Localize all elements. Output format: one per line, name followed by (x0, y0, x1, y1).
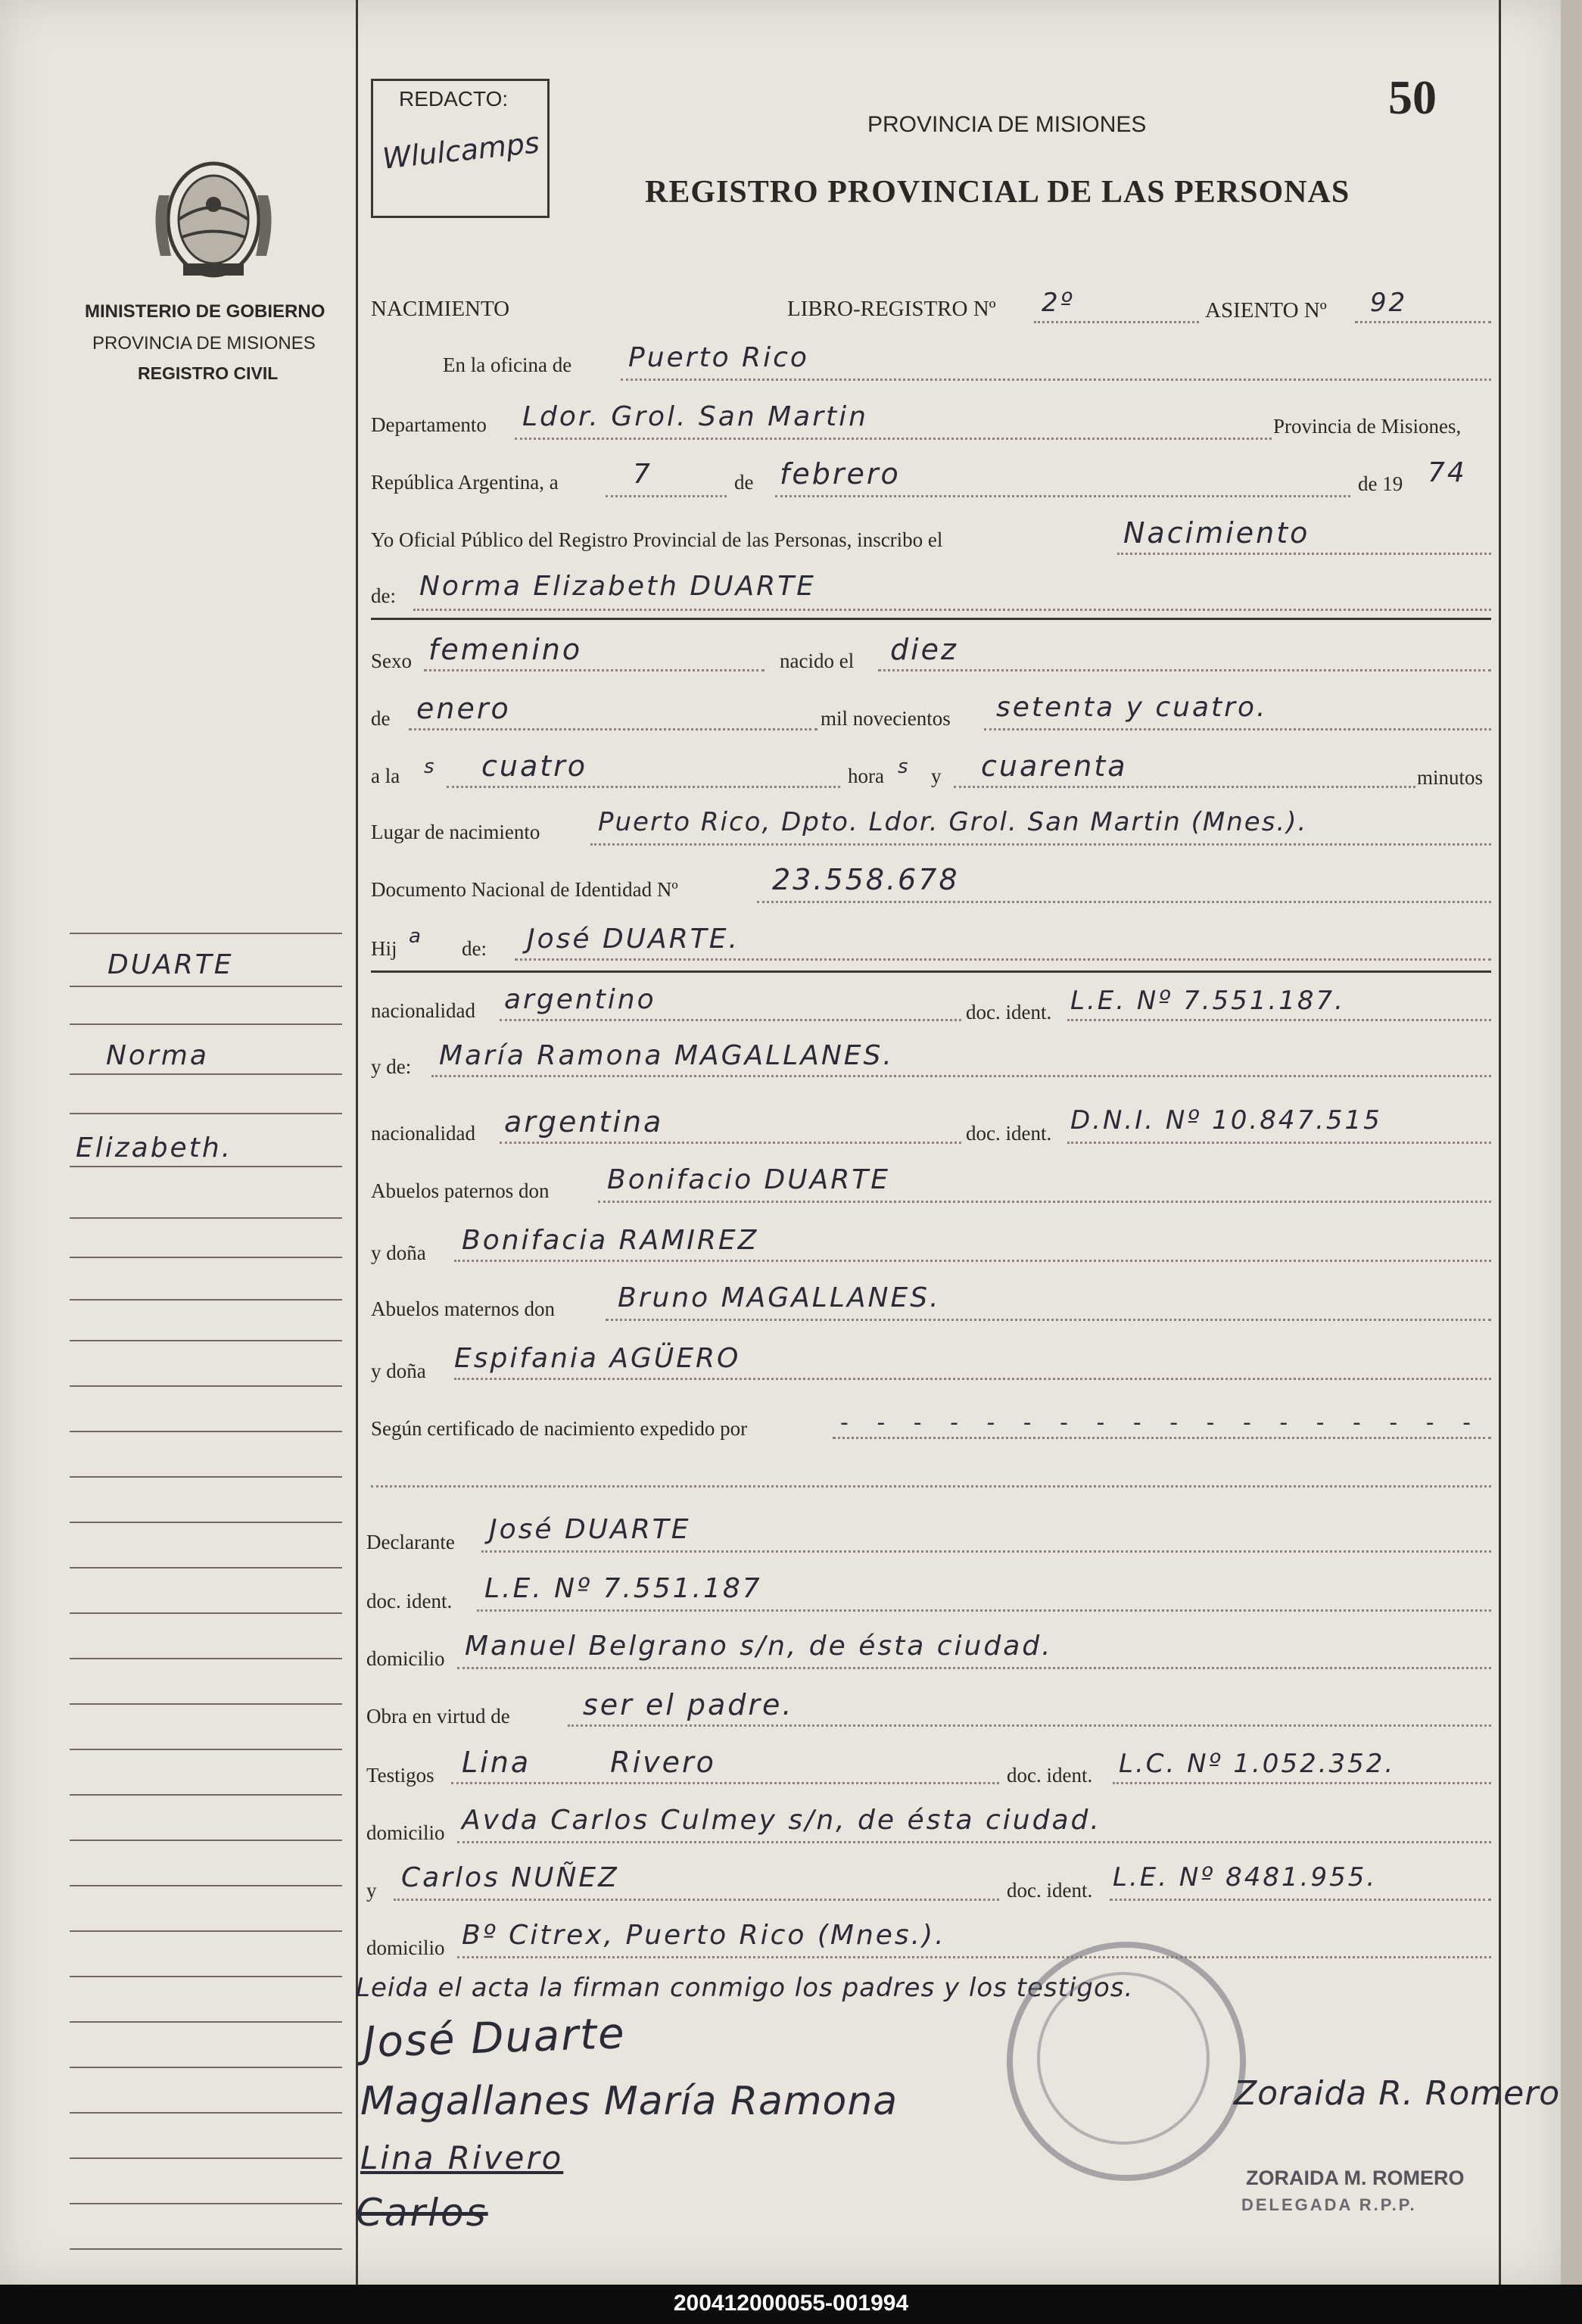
official-text: Yo Oficial Público del Registro Provincial de las Personas, inscribo el (371, 528, 943, 551)
entry-label: ASIENTO Nº (1205, 298, 1327, 322)
day-line (606, 495, 727, 497)
declarant-doc: L.E. Nº 7.551.187 (484, 1573, 762, 1604)
mother-line (431, 1075, 1491, 1077)
signature-mother: Magallanes María Ramona (360, 2079, 898, 2124)
minutes-line (954, 786, 1415, 788)
witness1-doc: L.C. Nº 1.052.352. (1119, 1749, 1396, 1779)
hour-value: cuatro (481, 749, 588, 783)
person-name: Norma Elizabeth DUARTE (419, 571, 816, 602)
father-doc-line (1067, 1019, 1491, 1021)
witness2-doc-label: doc. ident. (1007, 1879, 1093, 1902)
paternal-label: Abuelos paternos don (371, 1179, 550, 1202)
minutes-y-label: y (931, 765, 942, 787)
certificate-line-2 (371, 1485, 1491, 1488)
mother-doc-line (1067, 1142, 1491, 1144)
witness1-doc-label: doc. ident. (1007, 1764, 1093, 1787)
declarant-domicile: Manuel Belgrano s/n, de ésta ciudad. (465, 1631, 1053, 1662)
registry-title: REGISTRO PROVINCIAL DE LAS PERSONAS (645, 175, 1350, 210)
office-value: Puerto Rico (628, 342, 809, 373)
birthplace-line (590, 843, 1491, 846)
page-edge (1561, 0, 1582, 2285)
ministry-label: MINISTERIO DE GOBIERNO (85, 301, 325, 322)
father-nationality-label: nacionalidad (371, 999, 475, 1022)
certificate-line (833, 1437, 1491, 1439)
margin-first-name: Norma (106, 1040, 209, 1071)
witness1-name-line (451, 1782, 999, 1784)
year-prefix: de 19 (1358, 472, 1403, 495)
office-line (621, 379, 1491, 381)
witness2-name-line (394, 1899, 999, 1901)
born-day: diez (890, 633, 959, 666)
image-id: 200412000055-001994 (673, 2291, 909, 2316)
book-value: 2º (1042, 288, 1075, 318)
official-stamp-inner (1037, 1972, 1210, 2145)
hora-suffix: s (898, 755, 911, 778)
birthplace-value: Puerto Rico, Dpto. Ldor. Grol. San Martin (Mnes.). (598, 807, 1308, 837)
witness1-domicile-label: domicilio (366, 1821, 445, 1844)
mother-doc-label: doc. ident. (966, 1122, 1052, 1145)
minutos-label: minutos (1417, 766, 1484, 789)
office-label: En la oficina de (443, 354, 572, 376)
witnesses-label: Testigos (366, 1764, 434, 1787)
certificate-label: Según certificado de nacimiento expedido por (371, 1417, 748, 1440)
born-month-line (409, 728, 817, 731)
book-line (1034, 321, 1199, 323)
margin-middle-name: Elizabeth. (76, 1132, 233, 1164)
name-underline (371, 618, 1491, 620)
person-de-label: de: (371, 584, 396, 607)
declarant-doc-line (477, 1609, 1491, 1612)
province-label: PROVINCIA DE MISIONES (92, 333, 316, 354)
witness2-name: Carlos NUÑEZ (401, 1862, 619, 1893)
republic-label: República Argentina, a (371, 471, 559, 494)
born-month: enero (416, 692, 511, 725)
witness2-y-label: y (366, 1879, 377, 1902)
birthplace-label: Lugar de nacimiento (371, 821, 540, 843)
maternal-dona-line (454, 1378, 1491, 1380)
paternal-don: Bonifacio DUARTE (607, 1164, 890, 1195)
civil-registry-label: REGISTRO CIVIL (138, 363, 279, 383)
witness1-domicile: Avda Carlos Culmey s/n, de ésta ciudad. (462, 1805, 1101, 1836)
father-nationality: argentino (504, 984, 656, 1015)
born-label: nacido el (780, 650, 855, 672)
stamp-name: ZORAIDA M. ROMERO (1246, 2167, 1465, 2189)
redacto-label: REDACTO: (399, 87, 509, 111)
parents-underline (371, 970, 1491, 973)
maternal-dona: Espifania AGÜERO (454, 1343, 741, 1374)
dni-label: Documento Nacional de Identidad Nº (371, 878, 678, 901)
declarant-name: José DUARTE (489, 1514, 691, 1545)
province-suffix: Provincia de Misiones, (1273, 415, 1462, 438)
at-suffix: s (424, 755, 437, 778)
mother-doc: D.N.I. Nº 10.847.515 (1070, 1105, 1382, 1136)
witness2-domicile-line (457, 1956, 1491, 1958)
person-name-line (413, 609, 1491, 611)
left-margin-rule (356, 0, 358, 2285)
declarant-line (481, 1550, 1491, 1553)
declarant-label: Declarante (366, 1531, 455, 1553)
mother-name: María Ramona MAGALLANES. (439, 1040, 894, 1071)
child-suffix: a (409, 925, 423, 948)
child-de-label: de: (462, 937, 487, 960)
maternal-don: Bruno MAGALLANES. (618, 1282, 941, 1313)
maternal-dona-label: y doña (371, 1360, 426, 1382)
page-number: 50 (1388, 70, 1437, 124)
witness2-domicile: Bº Citrex, Puerto Rico (Mnes.). (462, 1920, 946, 1951)
minutes-value: cuarenta (981, 749, 1128, 783)
acts-label: Obra en virtud de (366, 1705, 510, 1727)
declarant-doc-label: doc. ident. (366, 1590, 453, 1612)
province-heading: PROVINCIA DE MISIONES (867, 112, 1147, 137)
department-label: Departamento (371, 413, 487, 436)
dni-value: 23.558.678 (772, 863, 960, 896)
year-value: 74 (1428, 457, 1467, 488)
born-year-line (984, 728, 1491, 731)
dni-line (757, 901, 1491, 903)
born-year-words: setenta y cuatro. (996, 692, 1268, 723)
department-line (515, 438, 1272, 440)
hora-label: hora (848, 765, 884, 787)
day-value: 7 (633, 459, 652, 490)
mother-label: y de: (371, 1055, 412, 1078)
witness1-doc-line (1113, 1782, 1491, 1784)
inscription-value: Nacimiento (1123, 516, 1310, 550)
month-value: febrero (780, 457, 901, 491)
maternal-don-line (606, 1319, 1491, 1321)
father-name: José DUARTE. (527, 924, 740, 955)
redacto-signature: Wlulcamps (381, 126, 541, 176)
father-nationality-line (500, 1019, 961, 1021)
coat-of-arms-icon (148, 150, 279, 286)
father-doc-label: doc. ident. (966, 1001, 1052, 1023)
mil-label: mil novecientos (821, 707, 951, 730)
born-day-line (878, 669, 1491, 671)
paternal-dona-line (454, 1260, 1491, 1262)
mother-nationality: argentina (504, 1105, 664, 1139)
child-label: Hij (371, 937, 397, 960)
hour-line (447, 786, 840, 788)
paternal-don-line (598, 1201, 1491, 1203)
entry-value: 92 (1370, 288, 1408, 318)
margin-surname: DUARTE (107, 949, 234, 980)
signature-declarant: José Duarte (362, 2008, 627, 2068)
certificate-dashes: - - - - - - - - - - - - - - - - - - (840, 1410, 1481, 1436)
record-type-label: NACIMIENTO (371, 297, 510, 321)
paternal-dona: Bonifacia RAMIREZ (462, 1225, 759, 1256)
witness2-domicile-label: domicilio (366, 1936, 445, 1959)
at-label: a la (371, 765, 400, 787)
month-line (775, 495, 1350, 497)
book-label: LIBRO-REGISTRO Nº (787, 297, 996, 321)
image-id-footer (0, 2285, 1582, 2324)
maternal-label: Abuelos maternos don (371, 1298, 555, 1320)
signature-official: Zoraida R. Romero (1234, 2074, 1561, 2113)
witness1-domicile-line (457, 1841, 1491, 1843)
sex-value: femenino (428, 633, 583, 666)
closing-note: Leida el acta la firman conmigo los padres y los testigos. (356, 1973, 1134, 2003)
month-de-label: de (734, 471, 754, 494)
signature-witness2: Carlos (356, 2191, 488, 2235)
father-line (515, 958, 1491, 961)
father-doc: L.E. Nº 7.551.187. (1070, 986, 1345, 1016)
witness2-doc-line (1110, 1899, 1491, 1901)
born-month-de-label: de (371, 707, 391, 730)
acts-line (568, 1724, 1491, 1727)
declarant-domicile-line (457, 1667, 1491, 1669)
department-value: Ldor. Grol. San Martin (522, 401, 868, 432)
redacto-box (371, 79, 550, 218)
right-margin-rule (1499, 0, 1501, 2285)
acts-value: ser el padre. (583, 1688, 794, 1721)
stamp-title: DELEGADA R.P.P. (1241, 2195, 1417, 2214)
entry-line (1355, 321, 1491, 323)
witness1-name: Lina Rivero (462, 1746, 716, 1779)
inscription-line (1117, 553, 1491, 555)
witness2-doc: L.E. Nº 8481.955. (1113, 1862, 1378, 1893)
sex-line (424, 669, 765, 671)
mother-nationality-line (500, 1142, 961, 1144)
declarant-domicile-label: domicilio (366, 1647, 445, 1670)
paternal-dona-label: y doña (371, 1241, 426, 1264)
signature-witness1: Lina Rivero (360, 2139, 564, 2176)
sex-label: Sexo (371, 650, 412, 672)
mother-nationality-label: nacionalidad (371, 1122, 475, 1145)
